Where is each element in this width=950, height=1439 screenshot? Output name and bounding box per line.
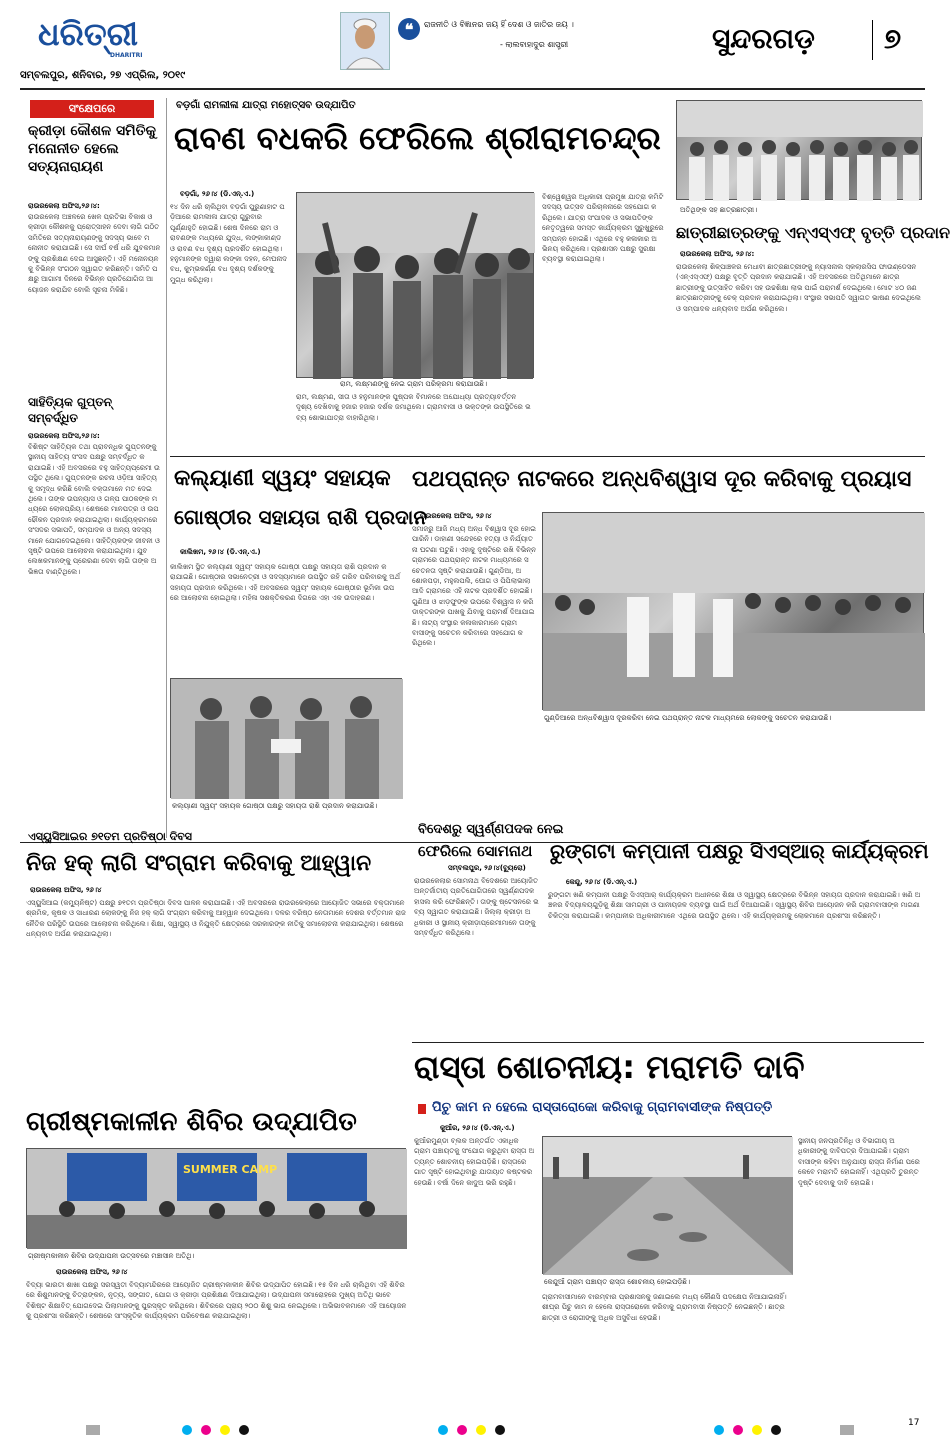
ram-text-1: ୧୪ ଦିନ ଧରି ଚାଲିଥିବା ବଡ଼ଗାଁ ପୁରୁଣାହାଟ ପଡ଼ିଆରେ ରାମଲୀଳା ଯାତ୍ରା ଗୁରୁବାର ପୂର୍ଣ୍ଣାହୁତି ହୋଇଛି। ଶେଷ ଦିନରେ ରାମ ଓ ରାବଣଙ୍କ ମଧ୍ୟରେ ଯୁଦ୍ଧ, ଲଙ୍କାକାଣ୍ଡ ଓ ରାବଣ ବଧ ଦୃଶ୍ୟ ପ୍ରଦର୍ଶିତ ହୋଇଥିଲା। ହନୁମାନଙ୍କ ଦ୍ୱାରା ଲଙ୍କା ଦହନ, ମେଘନାଦ ବଧ, କୁମ୍ଭକର୍ଣ୍ଣ ବଧ ଦୃଶ୍ୟ ଦର୍ଶକଙ୍କୁ ମୁଗ୍ଧ କରିଥିଲା। (170, 203, 287, 284)
csr-byline: କେନ୍ଦୁ, ୨୬।୪ (ଡି.ଏନ୍.ଏ.) (566, 878, 638, 886)
yellow-mark (752, 1425, 762, 1435)
nsf-photo (676, 100, 922, 200)
footer-page-number: 17 (908, 1418, 920, 1428)
nsf-text: ରାଉରକେଲା ଶିଳ୍ପାଞ୍ଚଳର ମେଧାବୀ ଛାତ୍ରଛାତ୍ରୀଙ୍କୁ ନ୍ୟାସନାଲ ସ୍କଲାରସିପ ଫାଉଣ୍ଡେସନ (ଏନ୍‌ଏସ୍‌ଏଫ୍) ପକ୍ଷରୁ ବୃତ୍ତି ପ୍ରଦାନ କରାଯାଇଛି। ଏହି ଅବସରରେ ଅତିଥିମାନେ ଛାତ୍ରଛାତ୍ରୀଙ୍କୁ ଉତ୍ସାହିତ କରିବା ସହ ଉଚ୍ଚଶିକ୍ଷା ଲାଭ ପାଇଁ ପରାମର୍ଶ ଦେଇଥିଲେ। ମୋଟ ୪୦ ଜଣ ଛାତ୍ରଛାତ୍ରୀଙ୍କୁ ଚେକ୍ ପ୍ରଦାନ କରାଯାଇଥିଲା। ସଂସ୍ଥାର ସଭାପତି ସ୍ୱାଗତ ଭାଷଣ ଦେଇଥିଲେ ଓ ସମ୍ପାଦକ ଧନ୍ୟବାଦ ଅର୍ପଣ କରିଥିଲେ। (676, 263, 921, 313)
dateline: ସମ୍ବଲପୁର, ଶନିବାର, ୨୭ ଏପ୍ରିଲ, ୨୦୧୯ (20, 70, 186, 81)
road-text-3: ସ୍ଥାନୀୟ ଜନପ୍ରତିନିଧି ଓ ବିଭାଗୀୟ ଅଧିକାରୀଙ୍କୁ ଦାବିପତ୍ର ଦିଆଯାଇଛି। ଗ୍ରାମବାସୀଙ୍କ କହିବା ଅନୁଯାୟୀ ରାସ୍ତା ନିର୍ମାଣ ପରେ କେବେ ମରାମତି ହୋଇନାହିଁ। ଏଥିପ୍ରତି ତୁରନ୍ତ ଦୃଷ୍ଟି ଦେବାକୁ ଦାବି ହୋଇଛି। (798, 1137, 920, 1187)
page-number: ୭ (884, 22, 902, 55)
ram-headline: ରାବଣ ବଧକରି ଫେରିଲେ ଶ୍ରୀରାମଚନ୍ଦ୍ର (174, 119, 661, 157)
section-title: ସୁନ୍ଦରଗଡ଼ (712, 22, 815, 55)
masthead-rule (20, 88, 925, 90)
cyan-mark (714, 1425, 724, 1435)
divider-1 (170, 456, 925, 457)
road-byline: କୁଆଁର, ୨୬।୪ (ଡି.ଏନ୍.ଏ.) (440, 1124, 515, 1132)
black-mark (239, 1425, 249, 1435)
yellow-mark (476, 1425, 486, 1435)
camp-headline: ଗ୍ରୀଷ୍ମକାଳୀନ ଶିବିର ଉଦ୍‌ଯାପିତ (26, 1107, 357, 1137)
ram-byline: ବଡ଼ଗାଁ, ୨୬।୪ (ଡି.ଏନ୍.ଏ.) (180, 190, 255, 198)
masthead-quote: ରାଜନୀତି ଓ ବିଜ୍ଞାନର ଜୟ ହିଁ ଦେଶ ଓ ଜାତିର ଜୟ । (424, 20, 574, 29)
grey-mark (86, 1425, 100, 1435)
somanath-byline: ସମ୍ବଲପୁର, ୨୬।୪(ବ୍ୟୁରୋ) (448, 864, 526, 872)
camp-photo (26, 1148, 406, 1248)
road-text-1: କୁଆଁରମୁଣ୍ଡା ବ୍ଲକ ଅନ୍ତର୍ଗତ ଏକାଧିକ ଗ୍ରାମ ପଞ୍ଚାୟତକୁ ସଂଯୋଗ କରୁଥିବା ରାସ୍ତା ଅତ୍ୟନ୍ତ ଶୋଚନୀୟ ହୋଇପଡ଼ିଛି। ରାସ୍ତାରେ ଗାତ ସୃଷ୍ଟି ହୋଇଥିବାରୁ ଯାତାୟାତ କଷ୍ଟକର ହେଉଛି। ବର୍ଷା ଦିନେ କାଦୁଅ ଭରି ରହୁଛି। (414, 1137, 535, 1187)
nsf-caption: ଅତିଥିଙ୍କ ସହ ଛାତ୍ରଛାତ୍ରୀ। (680, 206, 758, 214)
quote-icon: ❝ (398, 18, 420, 40)
footer-marks-left (86, 1420, 100, 1439)
street-headline: ପଥପ୍ରାନ୍ତ ନାଟକରେ ଅନ୍ଧବିଶ୍ୱାସ ଦୂର କରିବାକୁ ପ୍ରୟାସ (412, 467, 912, 492)
footer-marks-right (712, 1420, 783, 1439)
road-caption: କେନ୍ଦୁଆଁ ଗ୍ରାମ ପଞ୍ଚାୟତ ରାସ୍ତା ଶୋଚନୀୟ ହୋଇପଡ଼ିଛି। (544, 1278, 690, 1286)
footer-marks-far-right (840, 1420, 854, 1439)
kalyani-text: କାଲିଖମ ସ୍ଥିତ କଲ୍ୟାଣୀ ସ୍ୱୟଂ ସହାୟକ ଗୋଷ୍ଠୀ ପକ୍ଷରୁ ସହାୟତା ରାଶି ପ୍ରଦାନ କରାଯାଇଛି। ଗୋଷ୍ଠୀର ସଭାନେତ୍ରୀ ଓ ସଦସ୍ୟାମାନେ ଉପସ୍ଥିତ ରହି ଗରିବ ପରିବାରକୁ ଅର୍ଥ ସହାୟତା ପ୍ରଦାନ କରିଥିଲେ। ଏହି ଅବସରରେ ସ୍ୱୟଂ ସହାୟକ ଗୋଷ୍ଠୀର ଭୂମିକା ଉପରେ ଆଲୋଚନା ହୋଇଥିଲା। ମହିଳା ସଶକ୍ତିକରଣ ଦିଗରେ ଏହା ଏକ ଉଦାହରଣ। (170, 563, 401, 603)
masthead-quote-author: - ଲାଲବାହାଦୁର ଶାସ୍ତ୍ରୀ (500, 40, 569, 49)
nsf-headline: ଛାତ୍ରୀଛାତ୍ରଙ୍କୁ ଏନ୍‌ଏସ୍‌ଏଫ୍ ବୃତ୍ତି ପ୍ରଦାନ (676, 223, 950, 242)
ram-text-3: ବିଶ୍ୱେଶ୍ୱର ଅଧିକାରୀ ପ୍ରମୁଖ ଯାତ୍ରା କମିଟି ସଦସ୍ୟ ଉତ୍ସବ ପରିଚାଳନାରେ ସହଯୋଗ କରିଥିଲେ। ଯାତ୍ରା ସଂପାଦକ ଓ ସଭାପତିଙ୍କ ନେତୃତ୍ୱରେ ସମସ୍ତ କାର୍ଯ୍ୟକ୍ରମ ସୁରୁଖୁରୁରେ ସମ୍ପନ୍ନ ହୋଇଛି। ଏଥିରେ ବହୁ କଳାକାର ଅଭିନୟ କରିଥିଲେ। ପ୍ରଶାସନ ପକ୍ଷରୁ ସୁରକ୍ଷା ବ୍ୟବସ୍ଥା କରାଯାଇଥିଲା। (542, 193, 664, 264)
kalyani-caption: କଲ୍ୟାଣୀ ସ୍ୱୟଂ ସହାୟକ ଗୋଷ୍ଠୀ ପକ୍ଷରୁ ସହାୟତା ରାଶି ପ୍ରଦାନ କରାଯାଉଛି। (172, 802, 378, 810)
camp-caption: ଗ୍ରୀଷ୍ମକାଳୀନ ଶିବିର ଉଦ୍‌ଯାପନୀ ଉତ୍ସବରେ ମଞ୍ଚାସୀନ ଅତିଥି। (28, 1252, 195, 1260)
logo (38, 16, 158, 60)
cyan-mark (438, 1425, 448, 1435)
camp-byline: ରାଉରକେଲା ଅଫିସ, ୨୬।୪ (56, 1268, 128, 1276)
kalyani-byline: କାଲିଖମ, ୨୬।୪ (ଡି.ଏନ୍.ଏ.) (180, 548, 261, 556)
magenta-mark (733, 1425, 743, 1435)
kalyani-headline-2: ଗୋଷ୍ଠୀର ସହାୟତା ରାଶି ପ୍ରଦାନ (174, 505, 428, 529)
camp-text: ବିଦ୍ୟା ଭାରତୀ ଶାଖା ପକ୍ଷରୁ ସରସ୍ୱତୀ ବିଦ୍ୟାମନ୍ଦିରରେ ଆୟୋଜିତ ଗ୍ରୀଷ୍ମକାଳୀନ ଶିବିର ଉଦ୍‌ଯାପିତ ହୋଇଛି। ୧୫ ଦିନ ଧରି ଚାଲିଥିବା ଏହି ଶିବିରରେ ଶିଶୁମାନଙ୍କୁ ଚିତ୍ରାଙ୍କନ, ନୃତ୍ୟ, ସଙ୍ଗୀତ, ଯୋଗ ଓ କ୍ରୀଡ଼ା ପ୍ରଶିକ୍ଷଣ ଦିଆଯାଇଥିଲା। ଉଦ୍‌ଯାପନୀ ସମାରୋହରେ ମୁଖ୍ୟ ଅତିଥି ଭାବେ ବିଶିଷ୍ଟ ଶିକ୍ଷାବିତ୍ ଯୋଗଦେଇ ପିଲାମାନଙ୍କୁ ପୁରସ୍କୃତ କରିଥିଲେ। ଶିବିରରେ ପ୍ରାୟ ୨୦୦ ଶିଶୁ ଭାଗ ନେଇଥିଲେ। ଅଭିଭାବକମାନେ ଏହି ଆୟୋଜନକୁ ପ୍ରଶଂସା କରିଛନ୍ତି। ଶେଷରେ ସାଂସ୍କୃତିକ କାର୍ଯ୍ୟକ୍ରମ ପରିବେଷଣ କରାଯାଇଥିଲା। (26, 1281, 407, 1321)
footer-registration (0, 1414, 945, 1436)
magenta-mark (457, 1425, 467, 1435)
brief1-text: ରାଉରକେଲା ଅଞ୍ଚଳରେ ଖେଳ ପ୍ରତିଭା ବିକାଶ ଓ କ୍ରୀଡ଼ା କୌଶଳକୁ ପ୍ରୋତ୍ସାହନ ଦେବା ଲାଗି ଗଠିତ ସମିତିରେ ସତ୍ୟନାରାୟଣଙ୍କୁ ସଦସ୍ୟ ଭାବେ ମନୋନୀତ କରାଯାଇଛି। ସେ ଦୀର୍ଘ ବର୍ଷ ଧରି ଯୁବକମାନଙ୍କୁ ପ୍ରଶିକ୍ଷଣ ଦେଇ ଆସୁଛନ୍ତି। ଏହି ମନୋନୟନକୁ ବିଭିନ୍ନ ସଂଗଠନ ସ୍ୱାଗତ କରିଛନ୍ତି। ସମିତି ପକ୍ଷରୁ ଆଗାମୀ ଦିନରେ ବିଭିନ୍ନ ପ୍ରତିଯୋଗିତା ଆୟୋଜନ କରାଯିବ ବୋଲି ସୂଚନା ମିଳିଛି। (28, 213, 161, 294)
ssu-text: ଏସ୍‌ୟୁସିଆଇ (କମ୍ୟୁନିଷ୍ଟ) ପକ୍ଷରୁ ୭୧ତମ ପ୍ରତିଷ୍ଠା ଦିବସ ପାଳନ କରାଯାଇଛି। ଏହି ଅବସରରେ ରାଉରକେଲାରେ ଆୟୋଜିତ ସଭାରେ ବକ୍ତାମାନେ ଶ୍ରମିକ, କୃଷକ ଓ ସାଧାରଣ ଲୋକଙ୍କୁ ନିଜ ହକ୍ ଲାଗି ସଂଗ୍ରାମ କରିବାକୁ ଆହ୍ୱାନ ଦେଇଥିଲେ। ଦଳର ବରିଷ୍ଠ ନେତାମାନେ ଦେଶର ବର୍ତ୍ତମାନ ରାଜନୈତିକ ପରିସ୍ଥିତି ଉପରେ ଆଲୋଚନା କରିଥିଲେ। ଶିକ୍ଷା, ସ୍ୱାସ୍ଥ୍ୟ ଓ ନିଯୁକ୍ତି କ୍ଷେତ୍ରରେ ସରକାରଙ୍କ ନୀତିକୁ ସମାଲୋଚନା କରାଯାଇଥିଲା। ଶେଷରେ ଧନ୍ୟବାଦ ଅର୍ପଣ କରାଯାଇଥିଲା। (26, 899, 406, 939)
black-mark (495, 1425, 505, 1435)
brief2-text: ବିଶିଷ୍ଟ ସାହିତ୍ୟିକ ତଥା ପ୍ରାବନ୍ଧିକ ଗୁପ୍ତନଙ୍କୁ ସ୍ଥାନୀୟ ସାହିତ୍ୟ ସଂସଦ ପକ୍ଷରୁ ସମ୍ବର୍ଦ୍ଧିତ କରାଯାଇଛି। ଏହି ଅବସରରେ ବହୁ ସାହିତ୍ୟପ୍ରେମୀ ଉପସ୍ଥିତ ଥିଲେ। ଗୁପ୍ତନଙ୍କ ରଚନା ଓଡ଼ିଆ ସାହିତ୍ୟକୁ ସମୃଦ୍ଧ କରିଛି ବୋଲି ବକ୍ତାମାନେ ମତ ଦେଇଥିଲେ। ତାଙ୍କ ଉପନ୍ୟାସ ଓ ଗଳ୍ପ ପାଠକଙ୍କ ମଧ୍ୟରେ ଲୋକପ୍ରିୟ। ଶେଷରେ ମାନପତ୍ର ଓ ଉପଢୌକନ ପ୍ରଦାନ କରାଯାଇଥିଲା। କାର୍ଯ୍ୟକ୍ରମରେ ସଂସଦର ସଭାପତି, ସମ୍ପାଦକ ଓ ଅନ୍ୟ ସଦସ୍ୟମାନେ ଯୋଗଦେଇଥିଲେ। ସାହିତ୍ୟିକଙ୍କ ଜୀବନୀ ଓ ସୃଷ୍ଟି ଉପରେ ଆଲୋଚନା କରାଯାଇଥିଲା। ଯୁବ ଲେଖକମାନଙ୍କୁ ପ୍ରେରଣା ଦେବା ଲାଗି ତାଙ୍କ ଅଭିଜ୍ଞତା ବାଣ୍ଟିଥିଲେ। (28, 443, 160, 576)
divider-3 (412, 1042, 924, 1043)
kalyani-headline-1: କଲ୍ୟାଣୀ ସ୍ୱୟଂ ସହାୟକ (174, 466, 391, 491)
brief1-title: କ୍ରୀଡ଼ା କୌଶଳ ସମିତିକୁ ମନୋନୀତ ହେଲେ ସତ୍ୟନାରାୟଣ (28, 123, 156, 175)
black-mark (771, 1425, 781, 1435)
csr-headline: ରୁଙ୍ଗଟା କମ୍ପାନୀ ପକ୍ଷରୁ ସିଏସ୍‌ଆର୍ କାର୍ଯ୍ୟକ୍ରମ (550, 839, 929, 863)
brief1-byline: ରାଉରକେଲା ଅଫିସ,୨୬।୪: (28, 202, 100, 210)
brief2-title: ସାହିତ୍ୟିକ ଗୁପ୍ତନ୍ ସମ୍ବର୍ଦ୍ଧିତ (28, 395, 113, 425)
magenta-mark (201, 1425, 211, 1435)
ram-kicker: ବଡ଼ଗାଁ ରାମଲୀଳା ଯାତ୍ରା ମହୋତ୍ସବ ଉଦ୍‌ଯାପିତ (176, 100, 356, 111)
somanath-headline: ଫେରିଲେ ସୋମନାଥ (418, 842, 533, 860)
ram-caption: ରାମ, ଲକ୍ଷ୍ମଣଙ୍କୁ ନେଇ ଗ୍ରାମ ପରିକ୍ରମା କରାଯାଉଛି। (340, 380, 487, 388)
street-play-photo (542, 512, 924, 710)
street-text: ସମାଜରୁ ଆଜି ମଧ୍ୟ ଅନ୍ଧ ବିଶ୍ୱାସ ଦୂର ହୋଇପାରିନି। ଡାହାଣୀ ସନ୍ଦେହରେ ହତ୍ୟା ଓ ନିର୍ଯ୍ୟାତନା ଘଟଣା ଘଟୁଛି। ଏହାକୁ ଦୃଷ୍ଟିରେ ରଖି ବିଭିନ୍ନ ଗ୍ରାମରେ ପଥପ୍ରାନ୍ତ ନାଟକ ମାଧ୍ୟମରେ ସଚେତନତା ସୃଷ୍ଟି କରାଯାଉଛି। ଗୁଣ୍ଡିଆ, ଅଶୋକପଡ଼ା, ମହୁଲପଲି, ଘୋଗ ଓ ପିପିଲାଭାଲା ଆଦି ଗ୍ରାମରେ ଏହି ନାଟକ ପ୍ରଦର୍ଶିତ ହୋଇଛି। ଗୁଣିଆ ଓ ଝାଡ଼ଫୁଙ୍କ ଉପରେ ବିଶ୍ୱାସ ନ କରି ଡାକ୍ତରଙ୍କ ପାଖକୁ ଯିବାକୁ ପରାମର୍ଶ ଦିଆଯାଇଛି। ନାଟ୍ୟ ସଂସ୍ଥାର କଳାକାରମାନେ ଗ୍ରାମବାସୀଙ୍କୁ ସଚେତନ କରିବାରେ ସହଯୋଗ କରିଥିଲେ। (412, 525, 536, 648)
road-text-2: ଗ୍ରାମବାସୀମାନେ ବାରମ୍ବାର ପ୍ରଶାସନକୁ ଜଣାଇଲେ ମଧ୍ୟ କୌଣସି ପଦକ୍ଷେପ ନିଆଯାଇନାହିଁ। ଶୀଘ୍ର ପିଚୁ କାମ ନ ହେଲେ ରାସ୍ତାରୋକୋ କରିବାକୁ ଗ୍ରାମବାସୀ ନିଷ୍ପତ୍ତି ନେଇଛନ୍ତି। ଛାତ୍ରଛାତ୍ରୀ ଓ ରୋଗୀଙ୍କୁ ଅଧିକ ଅସୁବିଧା ହେଉଛି। (542, 1293, 787, 1322)
grey-mark (840, 1425, 854, 1435)
camp-banner: SUMMER CAMP (183, 1163, 278, 1176)
somanath-text: ରାଉରକେଲାର ସୋମନାଥ ବିଦେଶରେ ଆୟୋଜିତ ଅନ୍ତର୍ଜାତୀୟ ପ୍ରତିଯୋଗିତାରେ ସ୍ୱର୍ଣ୍ଣପଦକ ହାସଲ କରି ଫେରିଛନ୍ତି। ତାଙ୍କୁ ଷ୍ଟେସନରେ ଭବ୍ୟ ସ୍ୱାଗତ କରାଯାଇଛି। ଜିଲ୍ଲା କ୍ରୀଡ଼ା ଅଧିକାରୀ ଓ ସ୍ଥାନୀୟ କ୍ରୀଡ଼ାପ୍ରେମୀମାନେ ତାଙ୍କୁ ସମ୍ବର୍ଦ୍ଧିତ କରିଥିଲେ। (414, 877, 539, 938)
somanath-kicker: ବିଦେଶରୁ ସ୍ୱର୍ଣ୍ଣପଦକ ନେଇ (418, 822, 564, 837)
brief-tag: ସଂକ୍ଷେପରେ (30, 100, 154, 118)
road-photo (542, 1136, 792, 1274)
cyan-mark (182, 1425, 192, 1435)
leader-portrait (340, 12, 390, 70)
ssu-byline: ରାଉରକେଲା ଅଫିସ, ୨୬।୪ (30, 886, 102, 894)
logo-subtext: DHARITRI (110, 52, 143, 59)
street-byline: ରାଉରକେଲା ଅଫିସ, ୨୬।୪ (420, 512, 492, 520)
logo-text: ଧରିତ୍ରୀ (38, 15, 138, 53)
kalyani-photo (170, 678, 402, 798)
street-caption: ଗୁଣ୍ଡିଆରେ ଅନ୍ଧବିଶ୍ୱାସ ଦୂରକରିବା ନେଇ ପଥପ୍ରାନ୍ତ ନାଟକ ମାଧ୍ୟମରେ ଲୋକଙ୍କୁ ସଚେତନ କରାଯାଉଛି। (544, 714, 832, 722)
ssu-headline: ନିଜ ହକ୍ ଲାଗି ସଂଗ୍ରାମ କରିବାକୁ ଆହ୍ୱାନ (26, 851, 372, 876)
yellow-mark (220, 1425, 230, 1435)
csr-text: ରୁଙ୍ଗଟା ଖଣି କମ୍ପାନୀ ପକ୍ଷରୁ ସିଏସ୍‌ଆର୍ କାର୍ଯ୍ୟକ୍ରମ ଅଧୀନରେ ଶିକ୍ଷା ଓ ସ୍ୱାସ୍ଥ୍ୟ କ୍ଷେତ୍ରରେ ବିଭିନ୍ନ ସହାୟତା ପ୍ରଦାନ କରାଯାଇଛି। ଖଣି ଅଞ୍ଚଳର ବିଦ୍ୟାଳୟଗୁଡ଼ିକୁ ଶିକ୍ଷା ସାମଗ୍ରୀ ଓ ପାନୀୟଜଳ ବ୍ୟବସ୍ଥା ପାଇଁ ଅର୍ଥ ଦିଆଯାଇଛି। ସ୍ୱାସ୍ଥ୍ୟ ଶିବିର ଆୟୋଜନ କରି ଗ୍ରାମବାସୀଙ୍କ ମାଗଣା ଚିକିତ୍ସା କରାଯାଇଛି। କମ୍ପାନୀର ଅଧିକାରୀମାନେ ଏଥିରେ ଉପସ୍ଥିତ ଥିଲେ। ଏହି କାର୍ଯ୍ୟକ୍ରମକୁ ଲୋକମାନେ ପ୍ରଶଂସା କରିଛନ୍ତି। (548, 891, 921, 920)
nsf-byline: ରାଉରକେଲା ଅଫିସ, ୨୬।୪: (680, 250, 755, 258)
road-headline: ରାସ୍ତା ଶୋଚନୀୟ: ମରାମତି ଦାବି (414, 1048, 805, 1086)
footer-marks-mid-left (180, 1420, 251, 1439)
footer-marks-mid (436, 1420, 507, 1439)
masthead (0, 0, 945, 96)
column-divider (166, 98, 167, 838)
road-subtitle-marker (418, 1104, 426, 1114)
ssu-kicker: ଏସ୍‌ୟୁସିଆଇର ୭୧ତମ ପ୍ରତିଷ୍ଠା ଦିବସ (28, 830, 192, 843)
page-number-box (872, 20, 873, 60)
ram-leela-photo (296, 192, 534, 378)
ram-text-2: ରାମ, ଲକ୍ଷ୍ମଣ, ସୀତା ଓ ହନୁମାନଙ୍କ ପୁଷ୍ପକ ବିମାନରେ ଅଯୋଧ୍ୟା ପ୍ରତ୍ୟାବର୍ତ୍ତନ ଦୃଶ୍ୟ ଦେଖିବାକୁ ହଜାର ହଜାର ଦର୍ଶକ ଜମାଥିଲେ। ଗ୍ରାମବାସୀ ଓ ଭକ୍ତଙ୍କ ଉପସ୍ଥିତିରେ ଭବ୍ୟ ଶୋଭାଯାତ୍ରା ବାହାରିଥିଲା। (296, 393, 531, 422)
road-subtitle: ପିଚୁ କାମ ନ ହେଲେ ରାସ୍ତାରୋକୋ କରିବାକୁ ଗ୍ରାମବାସୀଙ୍କ ନିଷ୍ପତ୍ତି (432, 1100, 773, 1115)
brief2-byline: ରାଉରକେଲା ଅଫିସ,୨୬।୪: (28, 432, 100, 440)
